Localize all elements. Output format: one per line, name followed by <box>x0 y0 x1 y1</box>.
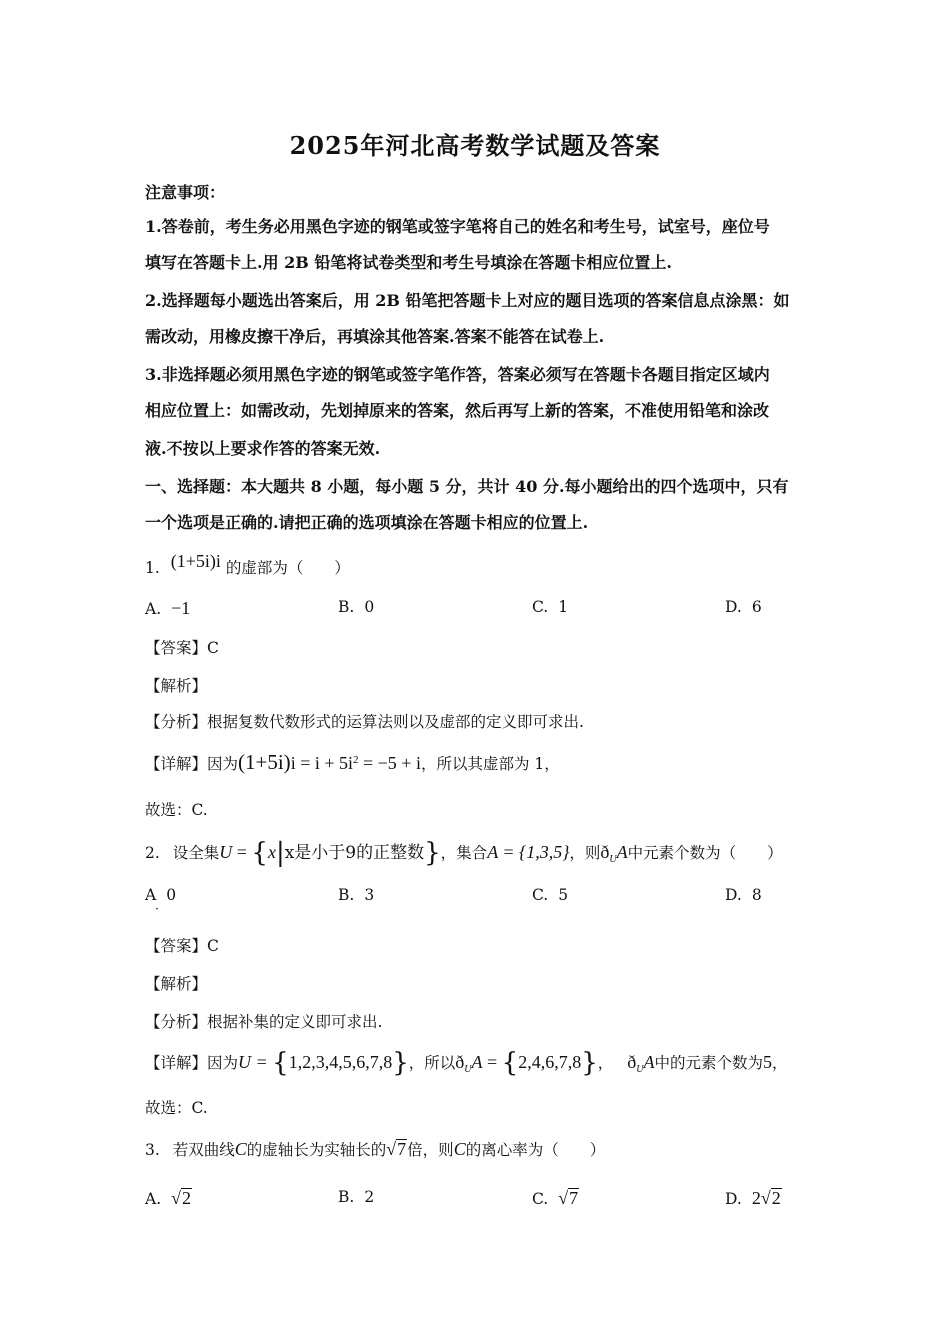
q2-detail: 【详解】因为U = {1,2,3,4,5,6,7,8}，所以$ð_UA = \{2,4,6,7,8\}$， $ð_UA$中的元素个数为5， <box>145 1048 788 1078</box>
question-text: ，集合 <box>440 844 488 862</box>
q1-analysis-heading: 【解析】 <box>145 677 208 695</box>
option-value: 0 <box>166 886 177 904</box>
document-title: 2025年河北高考数学试题及答案 <box>289 131 661 160</box>
detail-text: 中的元素个数为 <box>654 1054 764 1072</box>
complement-symbol: ð <box>627 1052 637 1072</box>
section-1-line-1: 一、选择题：本大题共 8 小题，每小题 5 分，共计 40 分.每小题给出的四个选项中，只有 <box>145 477 789 496</box>
option-value: 0 <box>364 598 375 616</box>
math-superscript: 2 <box>353 753 359 766</box>
math-number: 5 <box>763 1052 773 1072</box>
q1-detail <box>145 750 815 775</box>
math-expression: i = i + 5i <box>290 753 353 773</box>
q2-option-b <box>338 886 374 904</box>
option-value: 6 <box>751 598 762 616</box>
question-3-stem: 3. 若双曲线C的虚轴长为实轴长的√7倍，则C的离心率为（ ） <box>145 1139 606 1159</box>
q2-conclusion: 故选：C. <box>145 1099 208 1117</box>
option-label: A <box>145 886 157 904</box>
math-subscript: U <box>464 1064 472 1076</box>
complement-symbol: ð <box>600 842 610 862</box>
notes-heading: 注意事项： <box>145 183 226 202</box>
math-variable: C <box>453 1139 466 1159</box>
q2-option-c <box>532 886 568 904</box>
option-value: 1 <box>558 598 569 616</box>
math-radicand: 2 <box>771 1188 781 1208</box>
q1-answer: 【答案】C <box>145 639 219 657</box>
question-number: 2. <box>145 844 160 862</box>
q2-option-a <box>145 886 176 904</box>
note-2-line-1: 2.选择题每小题选出答案后，用 2B 铅笔把答题卡上对应的题目选项的答案信息点涂黑：如 <box>145 291 790 310</box>
q1-option-b <box>338 598 374 616</box>
math-coefficient: 2 <box>751 1188 761 1208</box>
option-label: A. <box>145 600 162 618</box>
note-1-line-1: 1.答卷前，考生务必用黑色字迹的钢笔或签字笔将自己的姓名和考生号，试室号，座位号 <box>145 217 770 236</box>
question-text: 中元素个数为（ ） <box>627 844 783 862</box>
q1-option-c <box>532 598 568 616</box>
q1-conclusion: 故选：C. <box>145 801 208 819</box>
option-label: D. <box>725 1190 742 1208</box>
note-3-line-3: 液.不按以上要求作答的答案无效. <box>145 439 381 458</box>
math-expression: = −5 + i <box>358 753 421 773</box>
option-value: 3 <box>364 886 375 904</box>
math-variable: A <box>616 842 628 862</box>
q3-option-c: C. √7 <box>532 1188 579 1208</box>
option-value: −1 <box>171 598 191 618</box>
option-label: C. <box>532 886 549 904</box>
set-description: x是小于9的正整数 <box>284 843 425 863</box>
q3-option-b <box>338 1188 374 1206</box>
q2-answer: 【答案】C <box>145 937 219 955</box>
section-1-line-2: 一个选项是正确的.请把正确的选项填涂在答题卡相应的位置上. <box>145 513 589 532</box>
math-expression: (1+5i)i <box>170 551 221 571</box>
q2-fenxi: 【分析】根据补集的定义即可求出. <box>145 1013 383 1031</box>
math-variable: A <box>471 1052 483 1072</box>
question-number: 1. <box>145 559 160 577</box>
math-subscript: U <box>609 854 617 866</box>
note-2-line-2: 需改动，用橡皮擦干净后，再填涂其他答案.答案不能答在试卷上. <box>145 327 605 346</box>
q3-option-a: A. √2 <box>145 1188 192 1208</box>
q1-fenxi: 【分析】根据复数代数形式的运算法则以及虚部的定义即可求出. <box>145 713 584 731</box>
question-2-stem: 2. 设全集U = {x|x是小于9的正整数}，集合A = {1,3,5}，则$ð_UA$中元素个数为（ ） <box>145 838 783 868</box>
math-variable: A <box>643 1052 655 1072</box>
math-subscript: U <box>636 1064 644 1076</box>
math-variable: x <box>267 842 276 862</box>
math-radicand: 7 <box>569 1188 579 1208</box>
detail-text: ，所以 <box>408 1054 456 1072</box>
option-label: B. <box>338 886 355 904</box>
question-text: 的虚轴长为实轴长的 <box>246 1141 387 1159</box>
question-1-stem <box>145 551 815 578</box>
note-1-line-2: 填写在答题卡上.用 2B 铅笔将试卷类型和考生号填涂在答题卡相应位置上. <box>145 253 672 272</box>
q2-option-d <box>725 886 762 904</box>
note-3-line-1: 3.非选择题必须用黑色字迹的钢笔或签字笔作答，答案必须写在答题卡各题目指定区域内 <box>145 365 770 384</box>
math-expression: U = <box>238 1052 273 1072</box>
math-expression: 2,4,6,7,8 <box>518 1052 582 1072</box>
math-radicand: 2 <box>182 1188 192 1208</box>
stray-dot: · <box>155 902 159 916</box>
question-text: 若双曲线 <box>172 1141 235 1159</box>
detail-prefix: 【详解】因为 <box>145 755 239 773</box>
math-variable: C <box>234 1139 247 1159</box>
option-value: 8 <box>751 886 762 904</box>
math-expression: 1,2,3,4,5,6,7,8 <box>288 1052 393 1072</box>
complement-symbol: ð <box>455 1052 465 1072</box>
q1-option-a <box>145 598 190 619</box>
q3-option-d: D. 2√2 <box>725 1188 781 1208</box>
math-radicand: 7 <box>397 1139 407 1159</box>
option-label: C. <box>532 1190 549 1208</box>
detail-prefix: 【详解】因为 <box>145 1054 239 1072</box>
option-value: 5 <box>558 886 569 904</box>
q1-option-d <box>725 598 762 616</box>
option-label: B. <box>338 598 355 616</box>
question-text: 的离心率为（ ） <box>465 1141 606 1159</box>
question-text: ，则 <box>569 844 601 862</box>
option-label: B. <box>338 1188 355 1206</box>
question-text: 设全集 <box>172 844 220 862</box>
option-value: 2 <box>364 1188 375 1206</box>
option-label: D. <box>725 598 742 616</box>
note-3-line-2: 相应位置上：如需改动，先划掉原来的答案，然后再写上新的答案，不准使用铅笔和涂改 <box>145 401 770 420</box>
question-number: 3. <box>145 1141 160 1159</box>
math-expression: A = {1,3,5} <box>487 842 570 862</box>
question-text: 的虚部为（ ） <box>225 559 350 577</box>
option-label: A. <box>145 1190 162 1208</box>
math-expression: (1+5i) <box>238 750 291 774</box>
math-variable: U <box>219 842 233 862</box>
question-text: 倍，则 <box>407 1141 454 1159</box>
q2-analysis-heading: 【解析】 <box>145 975 208 993</box>
option-label: C. <box>532 598 549 616</box>
option-label: D. <box>725 886 742 904</box>
detail-suffix: ，所以其虚部为 1， <box>420 755 560 773</box>
